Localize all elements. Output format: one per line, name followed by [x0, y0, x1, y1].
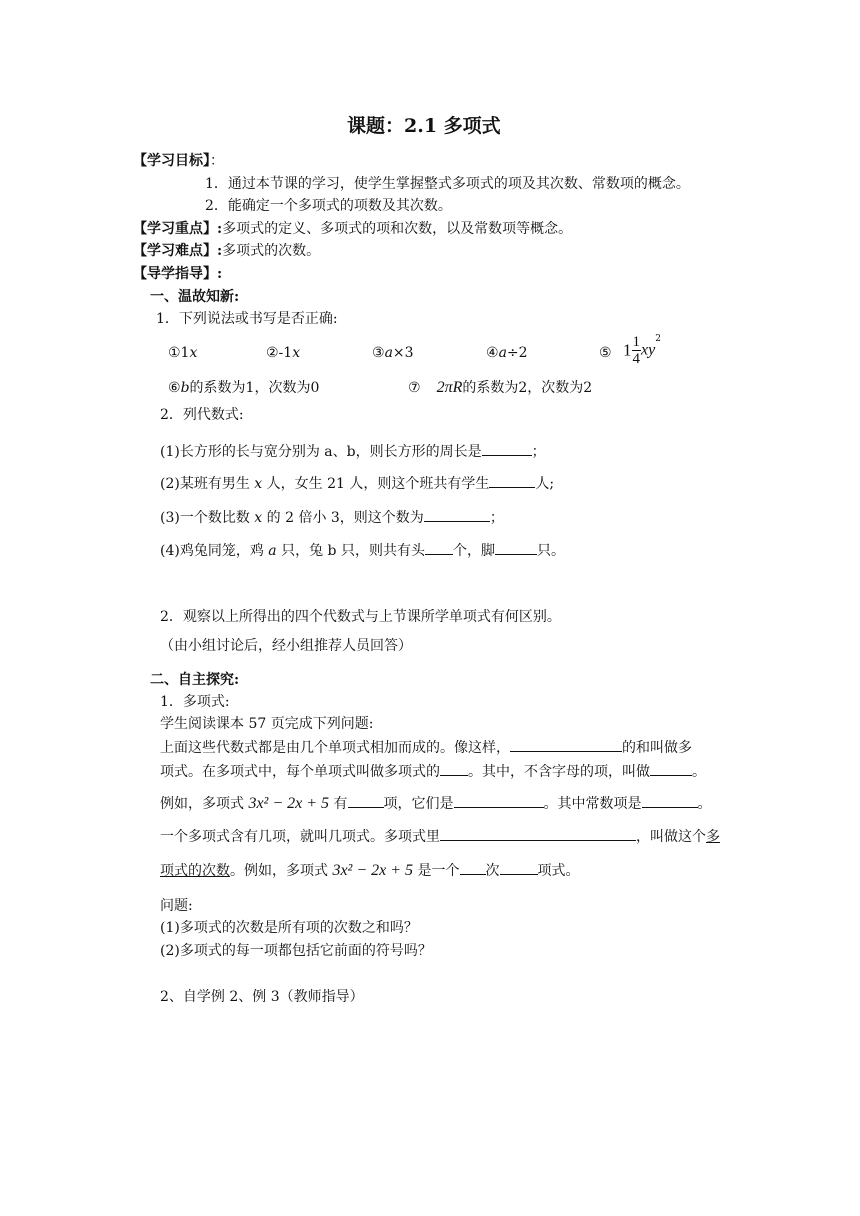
objectives-heading: [133, 151, 224, 171]
explore-heading: 二、自主探究:: [150, 672, 240, 688]
p6-b: ，叫做这个: [636, 829, 706, 845]
explore-p4: [160, 761, 706, 782]
item-5-exponent: 2: [655, 334, 661, 344]
item-3: [372, 343, 414, 363]
item-4-var: a: [498, 345, 507, 361]
explore-p7: [160, 860, 580, 881]
objective-item-2: 2．能确定一个多项式的项数及其次数。: [205, 198, 452, 214]
page-title: 课题：2.1 多项式: [347, 115, 501, 137]
sq1-b: a、b，则长方形的周长是: [319, 444, 482, 460]
p7-blank-terms[interactable]: [500, 860, 538, 875]
p6-a: 一个多项式含有几项，就叫几项式。多项式里: [160, 829, 440, 845]
p5-blank-terms[interactable]: [454, 793, 544, 808]
p7-polynomial: 3x² − 2x + 5: [332, 862, 414, 879]
questions-label: 问题:: [160, 898, 193, 914]
p4-blank-constant[interactable]: [650, 761, 692, 776]
p6-blank[interactable]: [440, 826, 636, 841]
item-7-math: 2πR: [436, 379, 463, 396]
sq1-a: (1)长方形的长与宽分别为: [160, 444, 320, 460]
p5-blank-count[interactable]: [348, 793, 384, 808]
item-5-var: xy: [641, 341, 656, 359]
sq2-b: 人，女生 21 人，则这个班共有学生: [266, 476, 490, 492]
explore-p2: 学生阅读课本 57 页完成下列问题:: [160, 716, 374, 732]
p7-blank-degree[interactable]: [460, 860, 486, 875]
sq2-c: 人;: [535, 476, 555, 492]
item-4-text: ÷2: [506, 345, 528, 361]
item-4-mark: ④: [486, 345, 499, 361]
p5-c: 项，它们是: [383, 796, 454, 812]
item-4: [486, 343, 528, 363]
objective-item-1: 1．通过本节课的学习，使学生掌握整式多项式的项及其次数、常数项的概念。: [205, 176, 690, 192]
sq2-var: x: [249, 476, 267, 492]
p6-c: 多: [706, 829, 720, 845]
explore-p5: [160, 793, 712, 814]
item-3-var: a: [384, 345, 393, 361]
review-heading: 一、温故知新:: [150, 289, 240, 305]
item-2-text: ②-1: [266, 345, 293, 361]
item-7-mark: ⑦: [408, 380, 421, 396]
p3-a: 上面这些代数式都是由几个单项式相加而成的。像这样，: [160, 740, 510, 756]
sub-question-3: [160, 507, 504, 528]
sq1-blank[interactable]: [482, 441, 532, 456]
p4-a: 项式。在多项式中，每个单项式叫做多项式的: [160, 764, 440, 780]
item-1-var: x: [189, 345, 198, 361]
item-1: [168, 343, 197, 363]
sq4-blank-heads[interactable]: [425, 540, 453, 555]
sq1-c: ；: [531, 444, 546, 460]
item-5-mark: ⑤: [599, 345, 612, 361]
review-question-3-note: （由小组讨论后，经小组推荐人员回答）: [160, 638, 412, 654]
difficulty-text: 多项式的次数。: [222, 243, 321, 259]
item-6-text: 的系数为1，次数为0: [189, 380, 320, 396]
self-study: 2、自学例 2、例 3（教师指导）: [160, 989, 364, 1005]
p3-blank[interactable]: [510, 737, 622, 752]
item-5-fraction: [632, 334, 642, 367]
question-a: (1)多项式的次数是所有项的次数之和吗？: [160, 920, 418, 936]
p5-e: 。: [697, 796, 712, 812]
p7-b: 。例如，多项式: [230, 863, 333, 879]
item-3-mark: ③: [372, 345, 385, 361]
p7-a: 项式的次数: [160, 863, 230, 879]
p4-b: 。其中，不含字母的项，叫做: [468, 764, 650, 780]
p5-b: 有: [329, 796, 348, 812]
review-question-2: 2．列代数式:: [160, 407, 244, 423]
sq3-b: 的 2 倍小 3，则这个数为: [266, 510, 424, 526]
p5-d: 。其中常数项是: [543, 796, 642, 812]
sub-question-4: [160, 540, 565, 561]
item-6-mark: ⑥: [168, 380, 181, 396]
sq4-var: a: [263, 543, 282, 559]
item-1-text: ①1: [168, 345, 190, 361]
p7-d: 次: [485, 863, 500, 879]
sq2-blank[interactable]: [489, 473, 535, 488]
review-question-3: 2．观察以上所得出的四个代数式与上节课所学单项式有何区别。: [160, 609, 561, 625]
item-6-var: b: [180, 380, 190, 396]
sub-question-2: [160, 473, 554, 494]
sq2-a: (2)某班有男生: [160, 476, 250, 492]
p7-e: 项式。: [537, 863, 580, 879]
guide-label: 【导学指导】:: [133, 266, 223, 282]
sq4-c: 个，脚: [452, 543, 495, 559]
sq4-blank-feet[interactable]: [495, 540, 537, 555]
p4-blank-term[interactable]: [440, 761, 468, 776]
difficulty: [133, 241, 320, 261]
explore-p1: 1．多项式:: [160, 694, 230, 710]
item-5-whole: 1: [623, 340, 632, 360]
key-points-label: 【学习重点】:: [133, 221, 223, 237]
p5-a: 例如，多项式: [160, 796, 249, 812]
explore-p6: [160, 826, 720, 847]
sq3-c: ；: [489, 510, 504, 526]
p5-polynomial: 3x² − 2x + 5: [248, 795, 330, 812]
question-b: (2)多项式的每一项都包括它前面的符号吗？: [160, 943, 432, 959]
sq3-blank[interactable]: [424, 507, 490, 522]
explore-p3: [160, 737, 692, 758]
objectives-colon: ：: [210, 153, 224, 169]
item-2-var: x: [292, 345, 301, 361]
item-2: [266, 343, 300, 363]
review-question-1: 1．下列说法或书写是否正确:: [156, 311, 338, 327]
sq4-b: 只，兔 b 只，则共有头: [281, 543, 425, 559]
p3-b: 的和叫做多: [622, 740, 692, 756]
item-5-mixed-number: [623, 334, 661, 367]
item-5-numerator: 1: [632, 334, 640, 350]
item-3-text: ×3: [392, 345, 414, 361]
p7-c: 是一个: [413, 863, 460, 879]
sq3-var: x: [249, 510, 267, 526]
item-7-text: 的系数为2，次数为2: [462, 380, 593, 396]
key-points-text: 多项式的定义、多项式的项和次数，以及常数项等概念。: [222, 221, 573, 237]
item-7: [408, 378, 592, 398]
sub-question-1: [160, 441, 546, 462]
sq4-d: 只。: [536, 543, 565, 559]
p5-blank-const[interactable]: [642, 793, 698, 808]
objectives-label: 【学习目标】: [133, 153, 210, 169]
sq3-a: (3)一个数比数: [160, 510, 250, 526]
p4-c: 。: [692, 764, 706, 780]
key-points: [133, 219, 572, 239]
item-6: [168, 378, 319, 398]
item-5-denominator: 4: [632, 351, 640, 367]
difficulty-label: 【学习难点】:: [133, 243, 223, 259]
sq4-a: (4)鸡兔同笼，鸡: [160, 543, 264, 559]
